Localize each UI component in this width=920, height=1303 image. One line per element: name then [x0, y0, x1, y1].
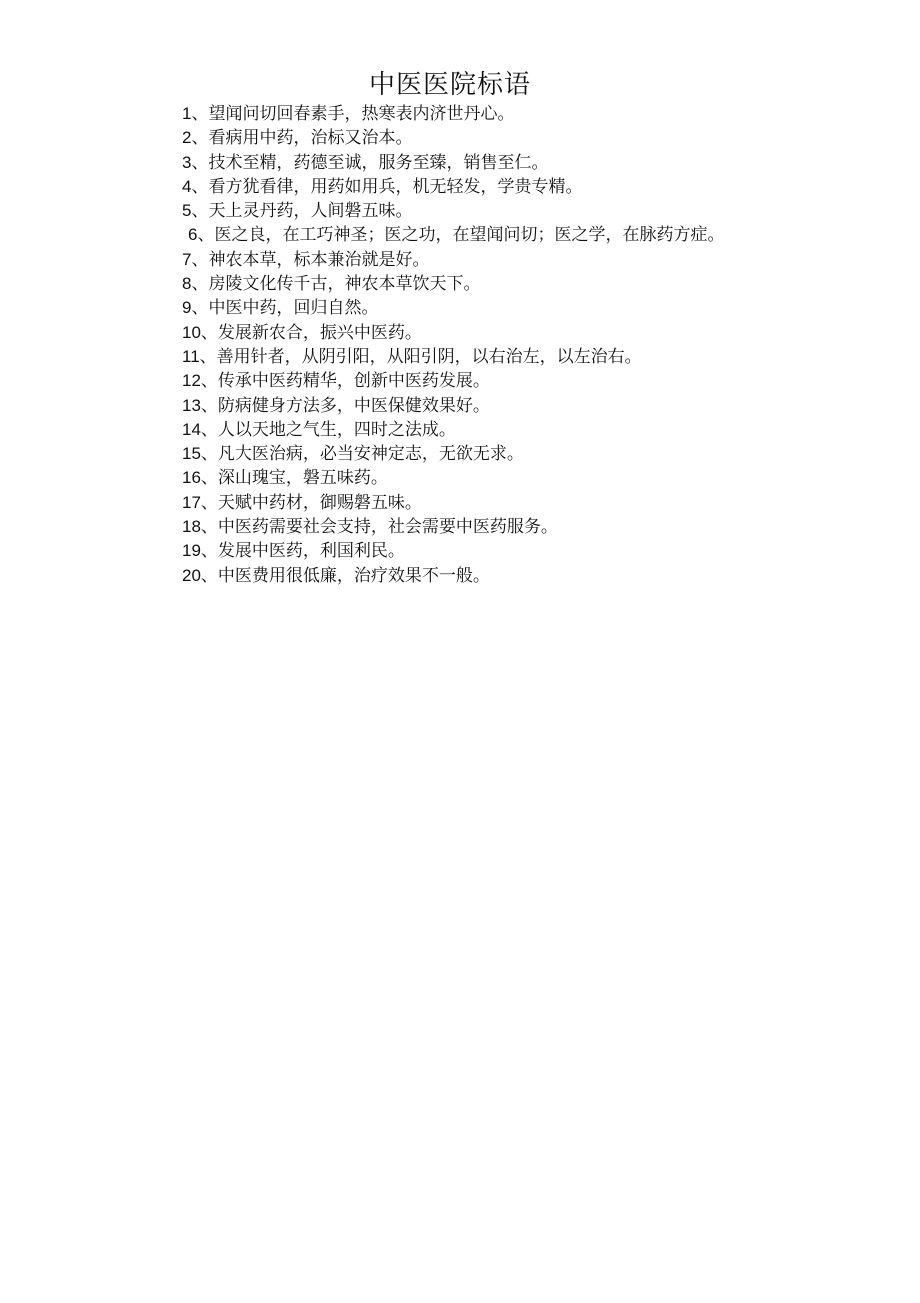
- list-item: [0, 466, 920, 490]
- list-item: [0, 394, 920, 418]
- list-item: [0, 151, 920, 175]
- list-item: [0, 515, 920, 539]
- list-item: [0, 248, 920, 272]
- item-number: 9、: [182, 298, 209, 318]
- item-number: 3、: [182, 152, 209, 172]
- item-number: 19、: [182, 541, 218, 561]
- list-item: [0, 223, 738, 247]
- item-number: 15、: [182, 444, 218, 464]
- item-number: 16、: [182, 468, 218, 488]
- item-text: 凡大医治病，必当安神定志，无欲无求。: [217, 444, 524, 465]
- list-item: [0, 369, 920, 393]
- list-item: [0, 491, 920, 515]
- list-item: [0, 175, 920, 199]
- item-text: 中医费用很低廉，治疗效果不一般。: [217, 565, 490, 586]
- item-number: 20、: [182, 565, 218, 585]
- slogan-list: [0, 102, 920, 588]
- list-item: [0, 442, 920, 466]
- list-item: [0, 564, 920, 588]
- list-item: [0, 345, 920, 369]
- item-number: 2、: [182, 128, 209, 148]
- item-number: 18、: [182, 517, 218, 537]
- item-number: 12、: [182, 371, 218, 391]
- item-text: 深山瑰宝，磐五味药。: [217, 468, 388, 489]
- item-number: 8、: [182, 274, 209, 294]
- document-title: 中医医院标语: [368, 70, 531, 100]
- item-text: 医之良，在工巧神圣；医之功，在望闻问切；医之学，在脉药方症。: [214, 225, 725, 246]
- item-number: 17、: [182, 492, 218, 512]
- item-text: 技术至精，药德至诚，服务至臻，销售至仁。: [208, 152, 549, 173]
- item-text: 看方犹看律，用药如用兵，机无轻发，学贵专精。: [208, 176, 583, 197]
- item-text: 防病健身方法多，中医保健效果好。: [217, 395, 490, 416]
- item-number: 10、: [182, 322, 218, 342]
- item-text: 房陵文化传千古，神农本草饮天下。: [208, 274, 481, 295]
- list-item: [0, 321, 920, 345]
- item-text: 神农本草，标本兼治就是好。: [208, 249, 430, 270]
- item-number: 1、: [182, 104, 209, 123]
- item-number: 14、: [182, 419, 218, 439]
- list-item: [0, 199, 920, 223]
- item-text: 善用针者，从阴引阳，从阳引阴，以右治左，以左治右。: [216, 346, 642, 367]
- item-text: 中医药需要社会支持，社会需要中医药服务。: [217, 517, 558, 538]
- item-text: 传承中医药精华，创新中医药发展。: [217, 371, 490, 392]
- item-text: 天上灵丹药，人间磐五味。: [208, 201, 413, 222]
- item-number: 11、: [182, 346, 217, 366]
- list-item: [0, 418, 920, 442]
- item-text: 人以天地之气生，四时之法成。: [217, 419, 456, 440]
- item-text: 发展中医药，利国利民。: [217, 541, 405, 562]
- list-item: [0, 272, 920, 296]
- item-number: 7、: [182, 249, 209, 269]
- list-item: [0, 539, 920, 563]
- item-text: 天赋中药材，御赐磐五味。: [217, 492, 422, 513]
- item-number: 4、: [182, 176, 209, 196]
- list-item: [0, 102, 920, 126]
- item-number: 13、: [182, 395, 218, 415]
- list-item: [0, 296, 920, 320]
- item-text: 中医中药，回归自然。: [208, 298, 379, 319]
- item-number: 6、: [188, 225, 215, 245]
- item-text: 望闻问切回春素手，热寒表内济世丹心。: [208, 104, 515, 124]
- item-text: 看病用中药，治标又治本。: [208, 128, 413, 149]
- item-text: 发展新农合，振兴中医药。: [217, 322, 422, 343]
- list-item: [0, 126, 920, 150]
- item-number: 5、: [182, 201, 209, 221]
